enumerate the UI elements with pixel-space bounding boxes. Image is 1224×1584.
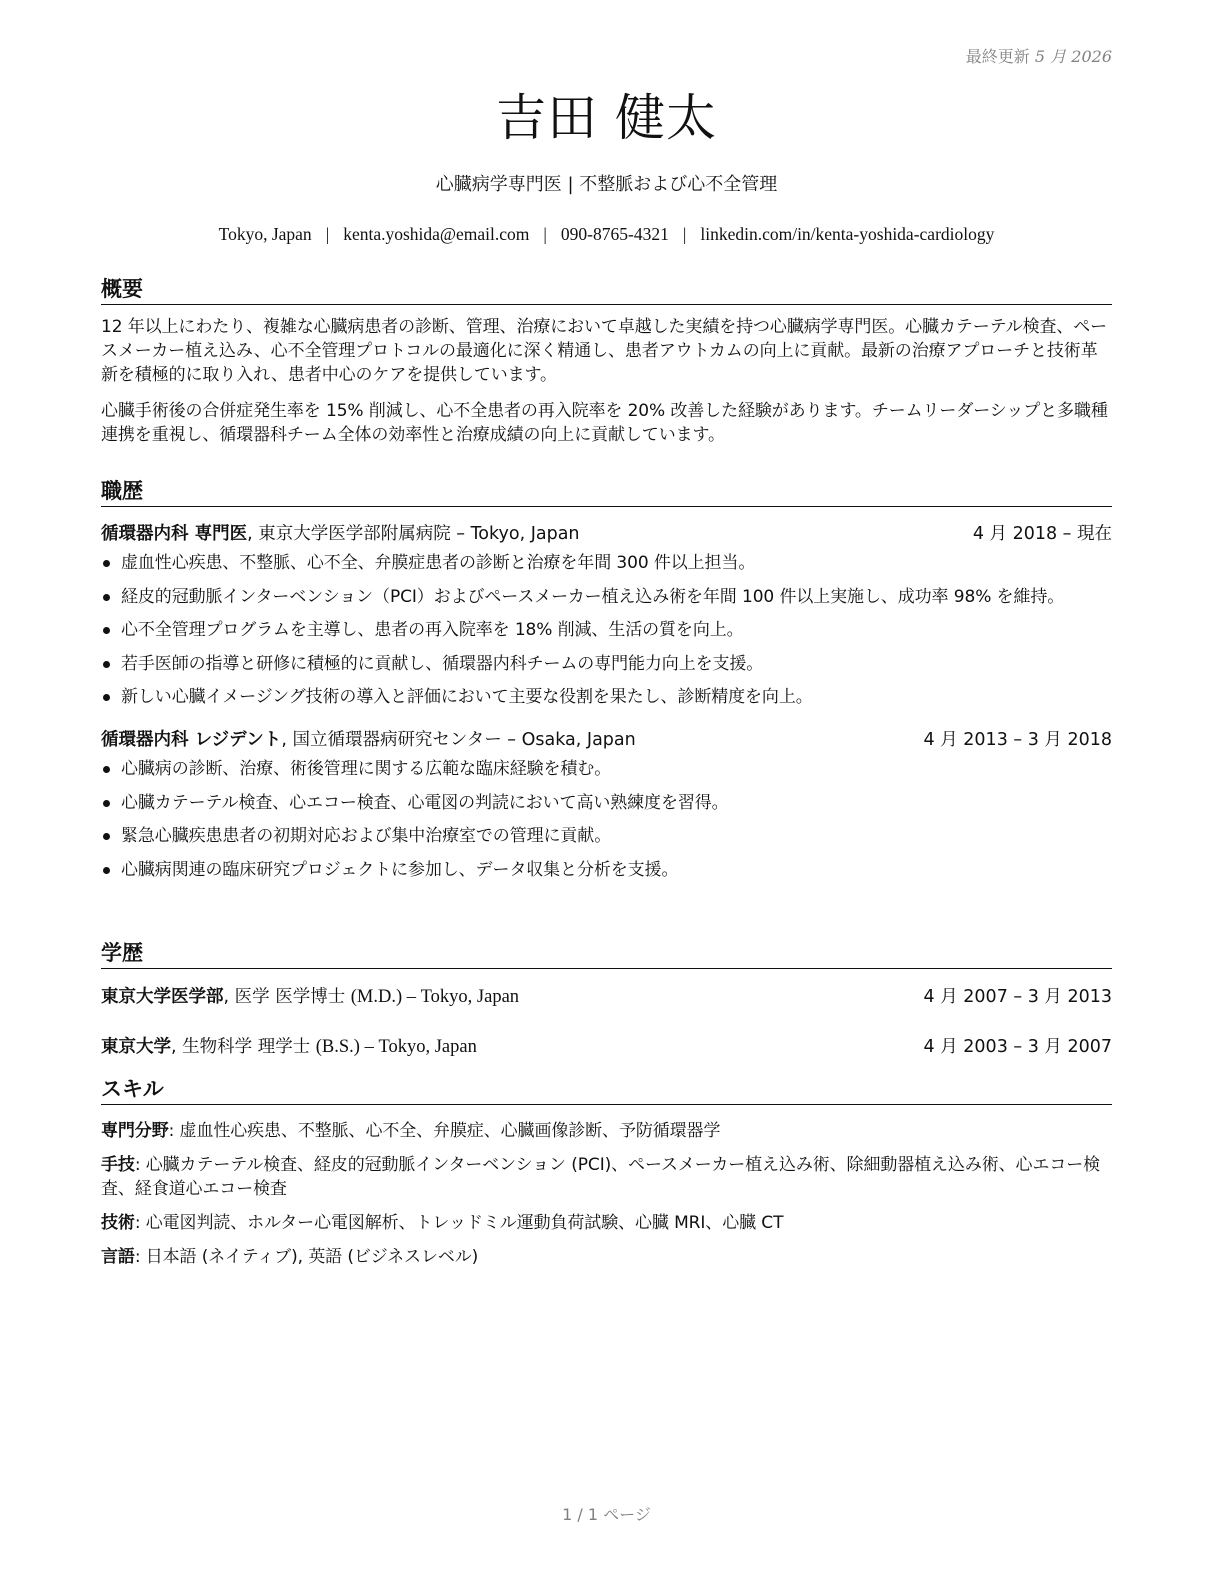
skill-value: : 心臓カテーテル検査、経皮的冠動脈インターベンション (PCI)、ペースメーカー植え込み術、除細動器植え込み術、心エコー検査、経食道心エコー検査 xyxy=(101,1155,1101,1199)
contact-separator: | xyxy=(325,224,330,244)
bullet-icon xyxy=(103,661,110,668)
job-role: 循環器内科 レジデント xyxy=(101,730,282,750)
contact-separator: | xyxy=(682,224,687,244)
skill-label: 言語 xyxy=(101,1247,135,1267)
list-item: 緊急心臓疾患患者の初期対応および集中治療室での管理に貢献。 xyxy=(101,824,1112,848)
section-title-skills: スキル xyxy=(101,1075,1112,1105)
job-bullets xyxy=(101,551,1112,709)
bullet-icon xyxy=(103,800,110,807)
candidate-name: 吉田 健太 xyxy=(496,89,717,147)
education-field: , 医学 医学博士 xyxy=(223,987,351,1007)
bullet-icon xyxy=(103,627,110,634)
skill-label: 手技 xyxy=(101,1155,135,1175)
skills-section xyxy=(101,1075,1112,1279)
skill-label: 技術 xyxy=(101,1213,135,1233)
list-item: 心不全管理プログラムを主導し、患者の再入院率を 18% 削減、生活の質を向上。 xyxy=(101,618,1112,642)
contact-phone: 090-8765-4321 xyxy=(560,224,669,244)
job-dates: 4 月 2018 – 現在 xyxy=(972,524,1112,544)
list-item: 新しい心臓イメージング技術の導入と評価において主要な役割を果たし、診断精度を向上。 xyxy=(101,685,1112,709)
job-bullets xyxy=(101,757,1112,882)
skill-row xyxy=(101,1211,1112,1235)
skill-row xyxy=(101,1245,1112,1269)
skill-value: : 虚血性心疾患、不整脈、心不全、弁膜症、心臓画像診断、予防循環器学 xyxy=(168,1121,721,1141)
experience-section xyxy=(101,477,1112,891)
bullet-icon xyxy=(103,766,110,773)
last-updated: 最終更新 5 月 2026 xyxy=(965,47,1112,66)
skill-row xyxy=(101,1119,1112,1143)
list-item: 心臓病関連の臨床研究プロジェクトに参加し、データ収集と分析を支援。 xyxy=(101,858,1112,882)
summary-section xyxy=(101,275,1112,447)
section-title-experience: 職歴 xyxy=(101,477,1112,507)
education-degree: (B.S.) – Tokyo, Japan xyxy=(315,1037,477,1057)
skill-label: 専門分野 xyxy=(101,1121,169,1141)
job-header xyxy=(101,727,1112,753)
bullet-icon xyxy=(103,694,110,701)
contact-email[interactable]: kenta.yoshida@email.com xyxy=(343,224,530,244)
contact-location: Tokyo, Japan xyxy=(218,224,312,244)
contact-linkedin[interactable]: linkedin.com/in/kenta-yoshida-cardiology xyxy=(700,224,995,244)
job-entry xyxy=(101,521,1112,709)
headline: 心臓病学専門医 | 不整脈および心不全管理 xyxy=(435,174,778,195)
contact-line xyxy=(101,224,1112,245)
list-item: 心臓カテーテル検査、心エコー検査、心電図の判読において高い熟練度を習得。 xyxy=(101,791,1112,815)
bullet-icon xyxy=(103,867,110,874)
education-entry xyxy=(101,984,1112,1010)
skill-row xyxy=(101,1153,1112,1201)
job-header xyxy=(101,521,1112,547)
education-dates: 4 月 2007 – 3 月 2013 xyxy=(923,987,1112,1007)
list-item: 若手医師の指導と研修に積極的に貢献し、循環器内科チームの専門能力向上を支援。 xyxy=(101,652,1112,676)
job-org: , 東京大学医学部附属病院 – Tokyo, Japan xyxy=(247,524,580,544)
skill-value: : 心電図判読、ホルター心電図解析、トレッドミル運動負荷試験、心臓 MRI、心臓 CT xyxy=(134,1213,784,1233)
education-field: , 生物科学 理学士 xyxy=(171,1037,316,1057)
contact-separator: | xyxy=(543,224,547,244)
page-number: 1 / 1 ページ xyxy=(562,1505,651,1524)
education-entry xyxy=(101,1034,1112,1060)
section-title-education: 学歴 xyxy=(101,939,1112,969)
job-entry xyxy=(101,727,1112,882)
bullet-icon xyxy=(103,594,110,601)
bullet-icon xyxy=(103,833,110,840)
resume-page xyxy=(101,0,1112,1584)
job-org: , 国立循環器病研究センター – Osaka, Japan xyxy=(281,730,636,750)
job-role: 循環器内科 専門医 xyxy=(101,524,248,544)
job-dates: 4 月 2013 – 3 月 2018 xyxy=(923,730,1112,750)
list-item: 心臓病の診断、治療、術後管理に関する広範な臨床経験を積む。 xyxy=(101,757,1112,781)
section-title-summary: 概要 xyxy=(101,275,1112,305)
education-section xyxy=(101,939,1112,1060)
list-item: 虚血性心疾患、不整脈、心不全、弁膜症患者の診断と治療を年間 300 件以上担当。 xyxy=(101,551,1112,575)
summary-paragraph: 12 年以上にわたり、複雑な心臓病患者の診断、管理、治療において卓越した実績を持つ心臓病学専門医。心臓カテーテル検査、ペースメーカー植え込み、心不全管理プロトコルの最適化に深く精通し、患者アウトカムの向上に貢献。最新の治療アプローチと技術革新を積極的に取り入れ、患者中心のケアを提供しています。 xyxy=(101,317,1108,385)
summary-paragraph: 心臓手術後の合併症発生率を 15% 削減し、心不全患者の再入院率を 20% 改善した経験があります。チームリーダーシップと多職種連携を重視し、循環器科チーム全体の効率性と治療成績の向上に貢献しています。 xyxy=(101,401,1108,445)
education-school: 東京大学 xyxy=(101,1037,171,1057)
skill-value: : 日本語 (ネイティブ), 英語 (ビジネスレベル) xyxy=(134,1247,479,1267)
education-dates: 4 月 2003 – 3 月 2007 xyxy=(923,1037,1112,1057)
education-school: 東京大学医学部 xyxy=(101,987,224,1007)
skills-list xyxy=(101,1119,1112,1269)
education-degree: (M.D.) – Tokyo, Japan xyxy=(350,987,520,1007)
bullet-icon xyxy=(103,560,110,567)
list-item: 経皮的冠動脈インターベンション（PCI）およびペースメーカー植え込み術を年間 100 件以上実施し、成功率 98% を維持。 xyxy=(101,585,1112,609)
